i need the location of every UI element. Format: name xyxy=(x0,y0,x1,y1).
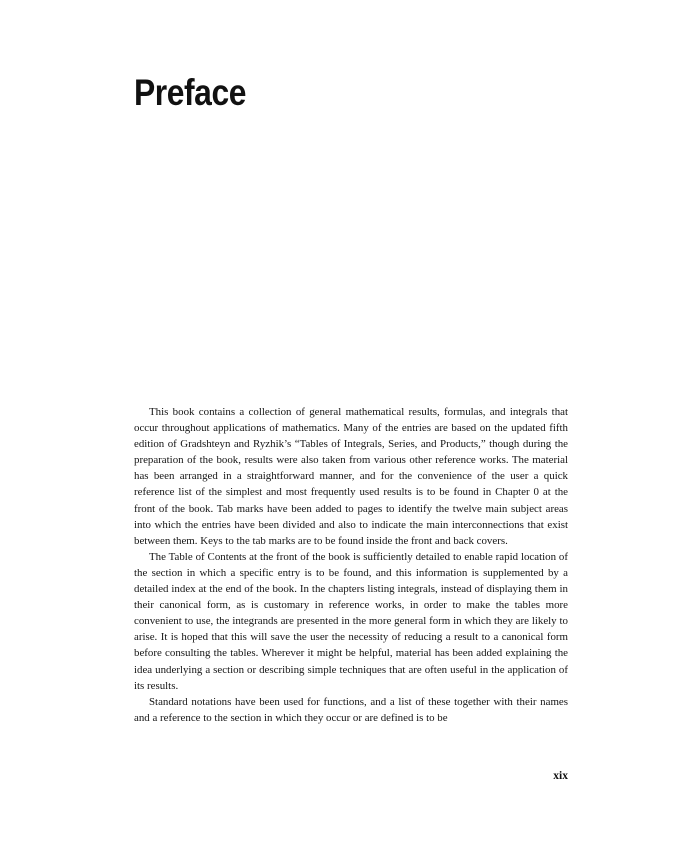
page-number: xix xyxy=(553,770,568,782)
preface-body xyxy=(134,404,568,726)
paragraph-2: The Table of Contents at the front of the book is sufficiently detailed to enable rapid location of the section in which a specific entry is to be found, and this information is supplemented by a detailed index at the end of the book. In the chapters listing integrals, instead of displaying them in their canonical form, as is customary in reference works, in order to make the tables more convenient to use, the integrands are presented in the more general form in which they are likely to arise. It is hoped that this will save the user the necessity of reducing a result to a canonical form before consulting the tables. Wherever it might be helpful, material has been added explaining the idea underlying a section or describing simple techniques that are often useful in the application of its results. xyxy=(134,550,568,692)
paragraph-3: Standard notations have been used for functions, and a list of these together with their names and a reference to the section in which they occur or are defined is to be xyxy=(134,695,568,724)
page-title: Preface xyxy=(134,72,246,113)
paragraph-1: This book contains a collection of general mathematical results, formulas, and integrals that occur throughout applications of mathematics. Many of the entries are based on the updated fifth edition of Gradshteyn and Ryzhik’s “Tables of Integrals, Series, and Products,” though during the preparation of the book, results were also taken from various other reference works. The material has been arranged in a straightforward manner, and for the convenience of the user a quick reference list of the simplest and most frequently used results is to be found in Chapter 0 at the front of the book. Tab marks have been added to pages to identify the twelve main subject areas into which the entries have been divided and also to indicate the main interconnections that exist between them. Keys to the tab marks are to be found inside the front and back covers. xyxy=(134,406,568,547)
